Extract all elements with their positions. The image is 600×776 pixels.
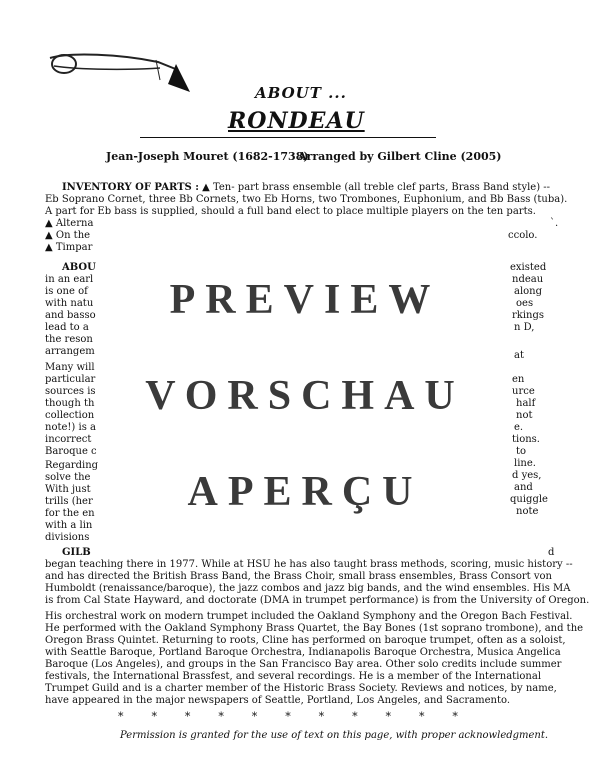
star: * [118, 710, 124, 723]
about-frag-12: collection [45, 410, 95, 421]
about-frag-3: with natu [45, 298, 94, 309]
about-right-17: line. [514, 458, 536, 469]
about-frag-1: in an earl [45, 274, 94, 285]
bio-heading-fragment: GILB [62, 547, 91, 558]
bio-line-4: His orchestral work on modern trumpet included the Oakland Symphony and the Oregon Bach Festival. [45, 611, 573, 622]
bio-line-7: with Seattle Baroque, Portland Baroque Orchestra, Indianapolis Baroque Orchestra, Musica Angelica [45, 647, 561, 658]
composer-credit: Jean-Joseph Mouret (1682-1738) [106, 150, 309, 163]
bio-line-8: Baroque (Los Angeles), and groups in the San Francisco Bay area. Other solo credits include summer [45, 659, 562, 670]
inventory-line-3: ▲ Alterna [45, 218, 94, 229]
about-frag-18: With just [45, 484, 91, 495]
about-frag-9: particular [45, 374, 96, 385]
bio-line-3: is from Cal State Hayward, and doctorate (DMA in trumpet performance) is from the University of Oregon. [45, 595, 590, 606]
about-right-16: to [516, 446, 527, 457]
watermark-preview: PREVIEW [169, 277, 441, 323]
bio-line-6: Oregon Brass Quintet. Returning to roots, Cline has performed on baroque trumpet, often as a soloist, [45, 635, 566, 646]
about-frag-11: though th [45, 398, 95, 409]
inventory-right-0: `. [550, 218, 559, 229]
title-rule [140, 137, 436, 138]
star: * [151, 710, 157, 723]
about-frag-4: and basso [45, 310, 96, 321]
inventory-line-1: Eb Soprano Cornet, three Bb Cornets, two Eb Horns, two Trombones, Euphonium, and Bb Bass (tuba). [45, 194, 568, 205]
about-frag-22: divisions [45, 532, 90, 543]
about-frag-5: lead to a [45, 322, 89, 333]
about-right-11: urce [512, 386, 535, 397]
about-right-19: and [514, 482, 533, 493]
bio-line-9: festivals, the International Brassfest, and several recordings. He is a member of the International [45, 671, 542, 682]
bio-line-10: Trumpet Guild and is a charter member of the Historic Brass Society. Reviews and notices, by name, [45, 683, 557, 694]
about-right-13: not [516, 410, 533, 421]
about-right-4: rkings [512, 310, 545, 321]
triangle-icon: ▲ [202, 182, 213, 193]
about-right-2: along [514, 286, 543, 297]
arranger-credit: Arranged by Gilbert Cline (2005) [298, 150, 502, 163]
about-frag-6: the reson [45, 334, 93, 345]
about-frag-2: is one of [45, 286, 88, 297]
inventory-line-4: ▲ On the [45, 230, 91, 241]
bio-line-11: have appeared in the major newspapers of Seattle, Portland, Los Angeles, and Sacramento. [45, 695, 511, 706]
about-heading: ABOUT ... [255, 84, 347, 102]
about-frag-7: arrangem [45, 346, 95, 357]
about-frag-14: incorrect [45, 434, 92, 445]
about-right-15: tions. [512, 434, 540, 445]
inventory-line-0: Ten- part brass ensemble (all treble clef parts, Brass Band style) -- [213, 182, 551, 193]
about-frag-19: trills (her [45, 496, 93, 507]
about-frag-0: ABOU [62, 262, 96, 273]
star: * [385, 710, 391, 723]
about-frag-13: note!) is a [45, 422, 96, 433]
bio-line-2: Humboldt (renaissance/baroque), the jazz combos and jazz big bands, and the wind ensembles. His MA [45, 583, 571, 594]
about-right-20: quiggle [510, 494, 548, 505]
about-frag-15: Baroque c [45, 446, 97, 457]
about-right-21: note [516, 506, 539, 517]
about-frag-20: for the en [45, 508, 95, 519]
about-right-10: en [512, 374, 525, 385]
star-divider [118, 710, 458, 723]
star: * [452, 710, 458, 723]
bio-line-1: and has directed the British Brass Band, the Brass Choir, small brass ensembles, Brass Consort von [45, 571, 552, 582]
trumpet-illustration [40, 40, 200, 100]
watermark-apercu: APERÇU [187, 469, 423, 515]
about-right-5: n D, [514, 322, 535, 333]
about-right-8: at [514, 350, 524, 361]
star: * [285, 710, 291, 723]
watermark-vorschau: VORSCHAU [145, 373, 465, 419]
inventory-right-1: ccolo. [508, 230, 538, 241]
bio-line-5: He performed with the Oakland Symphony Brass Quartet, the Bay Bones (1st soprano trombone), and the [45, 623, 584, 634]
preview-overlay [102, 246, 508, 546]
star: * [251, 710, 258, 723]
about-frag-21: with a lin [45, 520, 93, 531]
permission-note: Permission is granted for the use of text on this page, with proper acknowledgment. [120, 730, 549, 741]
inventory-line-2: A part for Eb bass is supplied, should a full band elect to place multiple players on the ten parts. [45, 206, 536, 217]
about-right-12: half [516, 398, 536, 409]
about-frag-16: Regarding [45, 460, 99, 471]
inventory-heading-line [62, 182, 550, 194]
star: * [352, 710, 358, 723]
about-right-18: d yes, [512, 470, 542, 481]
about-frag-17: solve the [45, 472, 91, 483]
about-frag-8: Many will [45, 362, 95, 373]
star: * [318, 710, 325, 723]
star: * [184, 710, 191, 723]
title-rondeau: RONDEAU [228, 108, 365, 134]
bio-right-fragment: d [548, 547, 555, 558]
inventory-line-5: ▲ Timpar [45, 242, 93, 253]
about-frag-10: sources is [45, 386, 96, 397]
about-right-3: oes [516, 298, 534, 309]
star: * [418, 710, 425, 723]
bio-line-0: began teaching there in 1977. While at HSU he has also taught brass methods, scoring, music history -- [45, 559, 573, 570]
about-right-14: e. [514, 422, 524, 433]
about-right-0: existed [510, 262, 547, 273]
inventory-heading: INVENTORY OF PARTS : [62, 182, 199, 193]
star: * [218, 710, 224, 723]
about-right-1: ndeau [512, 274, 544, 285]
